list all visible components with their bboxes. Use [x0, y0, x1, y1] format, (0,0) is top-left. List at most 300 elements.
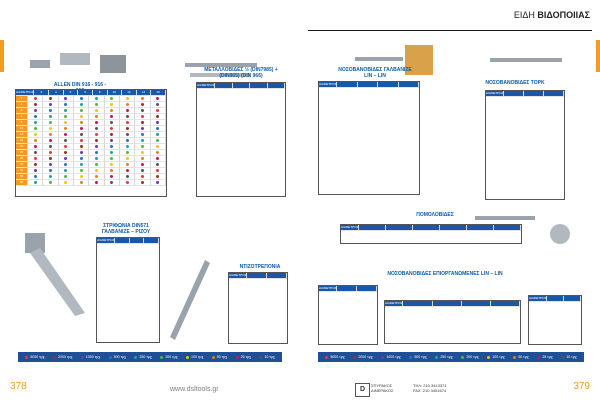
- tork-col-3: [544, 91, 564, 97]
- pack-size-dot: [80, 139, 83, 142]
- pack-size-dot: [95, 103, 98, 106]
- striphonia-col-3: [144, 238, 159, 244]
- pack-size-dot: [80, 169, 83, 172]
- ntizo-screw-image: [165, 255, 215, 345]
- allen-row-label: 5: [16, 108, 28, 114]
- lin-col-3: [378, 82, 398, 88]
- pack-size-dot: [34, 133, 37, 136]
- legend-item: [53, 355, 72, 359]
- epi-table-3-corner: ΔΙΑΜΕΤΡΟΣ: [529, 296, 547, 300]
- legend-item: [381, 355, 400, 359]
- company-name-line1: ΣΠΥΡΑΚΟΣ: [371, 383, 393, 388]
- pack-size-dot: [141, 127, 144, 130]
- pack-size-dot: [141, 151, 144, 154]
- legend-color-dot: [81, 356, 84, 359]
- pack-size-dot: [34, 103, 37, 106]
- legend-color-dot: [513, 356, 516, 359]
- pack-size-dot: [95, 97, 98, 100]
- epi-table-2-corner: ΔΙΑΜΕΤΡΟΣ: [385, 301, 403, 305]
- pomolo-col-4: [440, 225, 467, 231]
- pack-size-dot: [64, 121, 67, 124]
- pack-size-dot: [141, 157, 144, 160]
- pack-size-dot: [64, 175, 67, 178]
- epi-table-1: [318, 285, 378, 345]
- metal-table-header-row: [197, 83, 285, 89]
- allen-row-label: 40: [16, 168, 28, 174]
- striphonia-table-header-row: [97, 238, 159, 244]
- legend-left: [18, 352, 282, 362]
- legend-label: 1000 τμχ: [85, 355, 101, 359]
- pack-size-dot: [49, 169, 52, 172]
- pack-size-dot: [156, 133, 159, 136]
- legend-color-dot: [561, 356, 564, 359]
- pomolo-col-1: [359, 225, 386, 231]
- pack-size-dot: [80, 121, 83, 124]
- metal-col-1: [215, 83, 232, 89]
- epi-table-2-col-2: [433, 301, 462, 307]
- legend-label: 50 τμχ: [518, 355, 529, 359]
- metal-table-corner: ΔΙΑΜΕΤΡΟΣ: [197, 83, 215, 87]
- pack-size-dot: [126, 181, 129, 184]
- lin-table-header-row: [319, 82, 419, 88]
- pack-size-dot: [95, 145, 98, 148]
- pack-size-dot: [34, 127, 37, 130]
- pack-size-dot: [95, 121, 98, 124]
- pack-size-dot: [34, 175, 37, 178]
- legend-item: [435, 355, 452, 359]
- pack-size-dot: [141, 181, 144, 184]
- pack-size-dot: [34, 97, 37, 100]
- pack-size-dot: [141, 163, 144, 166]
- pack-size-dot: [80, 163, 83, 166]
- pack-size-dot: [110, 157, 113, 160]
- allen-row-label: 12: [16, 132, 28, 138]
- pack-size-dot: [80, 103, 83, 106]
- allen-col-8: 8: [93, 90, 108, 96]
- metal-screws-image: [175, 45, 275, 85]
- legend-color-dot: [134, 356, 137, 359]
- pack-size-dot: [141, 121, 144, 124]
- legend-color-dot: [487, 356, 490, 359]
- legend-label: 5000 τμχ: [330, 355, 345, 359]
- lin-section-title: ΝΟΣΟΒΑΝΟΒΙΔΕΣ ΓΑΛΒΑΝΙΖΕ LIN – LIN: [338, 67, 412, 79]
- epi-table-1-col-1: [337, 286, 357, 292]
- allen-row-label: 60: [16, 180, 28, 186]
- legend-color-dot: [160, 356, 163, 359]
- lin-col-4: [399, 82, 419, 88]
- pack-size-dot: [95, 127, 98, 130]
- pack-size-dot: [95, 151, 98, 154]
- pack-size-dot: [126, 175, 129, 178]
- allen-row-label: 20: [16, 144, 28, 150]
- pack-size-dot: [156, 181, 159, 184]
- pack-size-dot: [34, 109, 37, 112]
- striphonia-table-corner: ΔΙΑΜΕΤΡΟΣ: [97, 238, 115, 242]
- striphonia-table: [96, 237, 160, 343]
- pack-size-dot: [110, 121, 113, 124]
- pack-size-dot: [126, 151, 129, 154]
- lin-table-corner: ΔΙΑΜΕΤΡΟΣ: [319, 82, 337, 86]
- legend-label: 10 τμχ: [566, 355, 577, 359]
- legend-item: [25, 355, 44, 359]
- allen-table-cell: [43, 180, 58, 186]
- epi-table-1-header-row: [319, 286, 377, 292]
- legend-color-dot: [537, 356, 540, 359]
- pack-size-dot: [156, 163, 159, 166]
- pack-size-dot: [49, 157, 52, 160]
- allen-row-label: 50: [16, 174, 28, 180]
- allen-row-label: 30: [16, 156, 28, 162]
- epi-table-2-col-1: [403, 301, 432, 307]
- pack-size-dot: [64, 181, 67, 184]
- pack-size-dot: [49, 145, 52, 148]
- allen-col-12: 12: [122, 90, 137, 96]
- legend-color-dot: [461, 356, 464, 359]
- pack-size-dot: [141, 169, 144, 172]
- pack-size-dot: [95, 115, 98, 118]
- tork-table-header-row: [486, 91, 564, 97]
- pack-size-dot: [110, 103, 113, 106]
- legend-item: [134, 355, 151, 359]
- pack-size-dot: [110, 97, 113, 100]
- phone: ΤΗΛ: 210 3413371: [413, 383, 447, 388]
- metal-col-2: [233, 83, 250, 89]
- right-page-edge: [596, 40, 600, 72]
- pack-size-dot: [110, 127, 113, 130]
- legend-label: 2000 τμχ: [58, 355, 73, 359]
- pack-size-dot: [156, 103, 159, 106]
- pack-size-dot: [126, 127, 129, 130]
- allen-table-cell: [105, 180, 120, 186]
- pack-size-dot: [126, 121, 129, 124]
- pack-size-dot: [34, 157, 37, 160]
- legend-color-dot: [259, 356, 262, 359]
- pack-size-dot: [126, 145, 129, 148]
- tork-screw-image: [480, 48, 580, 73]
- allen-table-cell: [59, 180, 74, 186]
- pack-size-dot: [80, 145, 83, 148]
- pack-size-dot: [126, 139, 129, 142]
- pack-size-dot: [49, 133, 52, 136]
- legend-label: 1000 τμχ: [386, 355, 401, 359]
- allen-col-5: 5: [64, 90, 79, 96]
- header-title-bold: ΒΙΔΟΠΟΙΙΑΣ: [537, 10, 590, 20]
- pack-size-dot: [34, 139, 37, 142]
- pack-size-dot: [49, 115, 52, 118]
- legend-color-dot: [186, 356, 189, 359]
- pack-size-dot: [64, 127, 67, 130]
- legend-item: [353, 355, 372, 359]
- pack-size-dot: [126, 97, 129, 100]
- legend-item: [537, 355, 552, 359]
- pack-size-dot: [95, 139, 98, 142]
- pack-size-dot: [95, 109, 98, 112]
- pack-size-dot: [156, 175, 159, 178]
- pack-size-dot: [49, 139, 52, 142]
- pack-size-dot: [34, 163, 37, 166]
- pack-size-dot: [126, 163, 129, 166]
- legend-color-dot: [25, 356, 28, 359]
- legend-color-dot: [435, 356, 438, 359]
- legend-label: 2000 τμχ: [358, 355, 373, 359]
- header-rule: [308, 30, 592, 31]
- pack-size-dot: [49, 181, 52, 184]
- allen-row-label: 3: [16, 96, 28, 102]
- page-number-left: 378: [10, 381, 27, 392]
- legend-item: [513, 355, 528, 359]
- legend-item: [109, 355, 126, 359]
- pack-size-dot: [156, 121, 159, 124]
- pack-size-dot: [156, 151, 159, 154]
- pack-size-dot: [80, 181, 83, 184]
- legend-label: 25 τμχ: [240, 355, 251, 359]
- legend-color-dot: [325, 356, 328, 359]
- tork-table: [485, 90, 565, 200]
- pack-size-dot: [80, 115, 83, 118]
- legend-item: [212, 355, 227, 359]
- pack-size-dot: [80, 175, 83, 178]
- allen-col-16: 16: [151, 90, 166, 96]
- legend-item: [325, 355, 344, 359]
- tork-table-corner: ΔΙΑΜΕΤΡΟΣ: [486, 91, 504, 95]
- ntizo-col-1: [247, 273, 267, 279]
- legend-item: [81, 355, 100, 359]
- legend-color-dot: [409, 356, 412, 359]
- legend-color-dot: [236, 356, 239, 359]
- pack-size-dot: [49, 121, 52, 124]
- pack-size-dot: [156, 145, 159, 148]
- ntizo-table-header-row: [229, 273, 287, 279]
- pack-size-dot: [34, 145, 37, 148]
- legend-label: 5000 τμχ: [30, 355, 45, 359]
- allen-row-label: 25: [16, 150, 28, 156]
- pack-size-dot: [95, 157, 98, 160]
- metal-col-4: [268, 83, 285, 89]
- pack-size-dot: [49, 163, 52, 166]
- pack-size-dot: [80, 151, 83, 154]
- legend-item: [236, 355, 251, 359]
- epi-table-3: [528, 295, 582, 345]
- allen-table-corner: ΔΙΑΜΕΤΡΟΣ: [16, 90, 34, 94]
- pack-size-dot: [95, 133, 98, 136]
- legend-item: [409, 355, 426, 359]
- pomolo-screw-image: [470, 210, 580, 246]
- legend-label: 100 τμχ: [190, 355, 204, 359]
- allen-row-label: 10: [16, 126, 28, 132]
- epi-table-1-col-2: [357, 286, 377, 292]
- pack-size-dot: [141, 97, 144, 100]
- pack-size-dot: [156, 169, 159, 172]
- pack-size-dot: [64, 103, 67, 106]
- pack-size-dot: [64, 115, 67, 118]
- striphonia-screw-image: [15, 228, 95, 318]
- pack-size-dot: [110, 175, 113, 178]
- metal-col-3: [250, 83, 267, 89]
- pack-size-dot: [80, 109, 83, 112]
- ntizo-section-title: ΝΤΙΖΟΤΡΕΠΟΝΙΑ: [239, 264, 281, 270]
- legend-item: [561, 355, 576, 359]
- pack-size-dot: [34, 115, 37, 118]
- pack-size-dot: [141, 109, 144, 112]
- pack-size-dot: [110, 145, 113, 148]
- pack-size-dot: [34, 181, 37, 184]
- legend-label: 200 τμχ: [165, 355, 178, 359]
- left-page-edge: [0, 40, 4, 72]
- pack-size-dot: [110, 115, 113, 118]
- allen-table-row: [16, 180, 166, 186]
- allen-section-title: ALLEN DIN 916 - 916 -: [53, 82, 107, 88]
- header-title-plain: ΕΙΔΗ: [513, 10, 535, 20]
- epi-table-2-col-3: [462, 301, 491, 307]
- ntizo-col-2: [267, 273, 287, 279]
- lin-table: [318, 81, 420, 195]
- pack-size-dot: [64, 163, 67, 166]
- legend-color-dot: [381, 356, 384, 359]
- pack-size-dot: [141, 175, 144, 178]
- allen-table-cell: [120, 180, 135, 186]
- allen-table-cell: [135, 180, 150, 186]
- legend-color-dot: [109, 356, 112, 359]
- striphonia-section-title: ΣΤΡΙΦΩΝΙΑ DIN571 ΓΑΛΒΑΝΙΖΕ – ΡΙΖΟΥ: [101, 223, 151, 235]
- epi-table-2-col-4: [491, 301, 520, 307]
- pomolo-col-2: [386, 225, 413, 231]
- pack-size-dot: [34, 169, 37, 172]
- epi-section-title: ΝΟΣΟΒΑΝΟΒΙΔΕΣ ΕΠΙΟΡΓΑΝΩΜΕΝΕΣ LIN – LIN: [387, 271, 503, 277]
- pack-size-dot: [95, 169, 98, 172]
- page-number-right: 379: [573, 381, 590, 392]
- pack-size-dot: [49, 151, 52, 154]
- company-name-line2: ΔΙΝΕΡΑΚΟΣ: [371, 388, 394, 393]
- pack-size-dot: [126, 109, 129, 112]
- epi-table-3-col-1: [547, 296, 564, 302]
- pack-size-dot: [126, 157, 129, 160]
- pack-size-dot: [126, 115, 129, 118]
- pack-size-dot: [126, 103, 129, 106]
- lin-col-2: [358, 82, 378, 88]
- pack-size-dot: [141, 133, 144, 136]
- legend-item: [160, 355, 177, 359]
- metal-table: [196, 82, 286, 197]
- pack-size-dot: [64, 157, 67, 160]
- legend-color-dot: [212, 356, 215, 359]
- pack-size-dot: [110, 181, 113, 184]
- legend-item: [186, 355, 203, 359]
- allen-table-cell: [89, 180, 104, 186]
- allen-row-label: 4: [16, 102, 28, 108]
- legend-right: [318, 352, 584, 362]
- pack-size-dot: [156, 157, 159, 160]
- pomolo-section-title: ΠΟΜΟΛΟΒΙΔΕΣ: [416, 212, 454, 218]
- pack-size-dot: [80, 127, 83, 130]
- company-name: [371, 383, 394, 393]
- lin-col-1: [337, 82, 357, 88]
- legend-label: 250 τμχ: [139, 355, 152, 359]
- pack-size-dot: [49, 175, 52, 178]
- allen-table-cell: [28, 180, 43, 186]
- tork-section-title: ΝΟΣΟΒΑΝΟΒΙΔΕΣ ΤΟΡΚ: [485, 80, 545, 86]
- pack-size-dot: [64, 145, 67, 148]
- pomolo-col-3: [413, 225, 440, 231]
- ntizo-table-corner: ΔΙΑΜΕΤΡΟΣ: [229, 273, 247, 277]
- pack-size-dot: [95, 181, 98, 184]
- pack-size-dot: [156, 109, 159, 112]
- pack-size-dot: [156, 139, 159, 142]
- legend-item: [461, 355, 478, 359]
- epi-table-3-header-row: [529, 296, 581, 302]
- legend-label: 100 τμχ: [492, 355, 505, 359]
- website-url: www.dsltools.gr: [170, 386, 219, 393]
- legend-color-dot: [353, 356, 356, 359]
- allen-row-label: 8: [16, 120, 28, 126]
- allen-row-label: 6: [16, 114, 28, 120]
- legend-label: 200 τμχ: [466, 355, 479, 359]
- pack-size-dot: [95, 175, 98, 178]
- pack-size-dot: [34, 151, 37, 154]
- tork-col-1: [504, 91, 524, 97]
- allen-table: [15, 89, 167, 197]
- pack-size-dot: [49, 97, 52, 100]
- ntizo-table: [228, 272, 288, 344]
- striphonia-col-1: [115, 238, 130, 244]
- allen-table-cell: [151, 180, 166, 186]
- pack-size-dot: [110, 133, 113, 136]
- tork-col-2: [524, 91, 544, 97]
- pack-size-dot: [64, 109, 67, 112]
- pack-size-dot: [156, 97, 159, 100]
- pack-size-dot: [95, 163, 98, 166]
- epi-table-1-corner: ΔΙΑΜΕΤΡΟΣ: [319, 286, 337, 290]
- contact-info: [413, 383, 447, 393]
- legend-label: 50 τμχ: [216, 355, 228, 359]
- pack-size-dot: [110, 109, 113, 112]
- pack-size-dot: [141, 103, 144, 106]
- pack-size-dot: [64, 151, 67, 154]
- pack-size-dot: [156, 127, 159, 130]
- pack-size-dot: [64, 139, 67, 142]
- legend-label: 500 τμχ: [113, 355, 126, 359]
- pack-size-dot: [110, 169, 113, 172]
- allen-table-cell: [74, 180, 89, 186]
- pack-size-dot: [110, 163, 113, 166]
- allen-col-14: 14: [137, 90, 152, 96]
- pack-size-dot: [64, 169, 67, 172]
- allen-col-6: 6: [78, 90, 93, 96]
- pack-size-dot: [110, 151, 113, 154]
- legend-label: 250 τμχ: [440, 355, 453, 359]
- epi-table-3-col-2: [564, 296, 581, 302]
- pack-size-dot: [141, 115, 144, 118]
- legend-label: 10 τμχ: [264, 355, 275, 359]
- page-header: [514, 10, 590, 20]
- pack-size-dot: [49, 127, 52, 130]
- pack-size-dot: [34, 121, 37, 124]
- allen-row-label: 35: [16, 162, 28, 168]
- legend-item: [259, 355, 274, 359]
- allen-screws-image: [25, 45, 135, 85]
- allen-row-label: 16: [16, 138, 28, 144]
- legend-label: 500 τμχ: [414, 355, 427, 359]
- striphonia-col-2: [130, 238, 145, 244]
- allen-col-4: 4: [49, 90, 64, 96]
- pack-size-dot: [49, 109, 52, 112]
- epi-table-2: [384, 300, 521, 344]
- pack-size-dot: [80, 97, 83, 100]
- allen-col-10: 10: [108, 90, 123, 96]
- pack-size-dot: [80, 133, 83, 136]
- pack-size-dot: [110, 139, 113, 142]
- pack-size-dot: [64, 133, 67, 136]
- company-logo: D: [355, 383, 370, 397]
